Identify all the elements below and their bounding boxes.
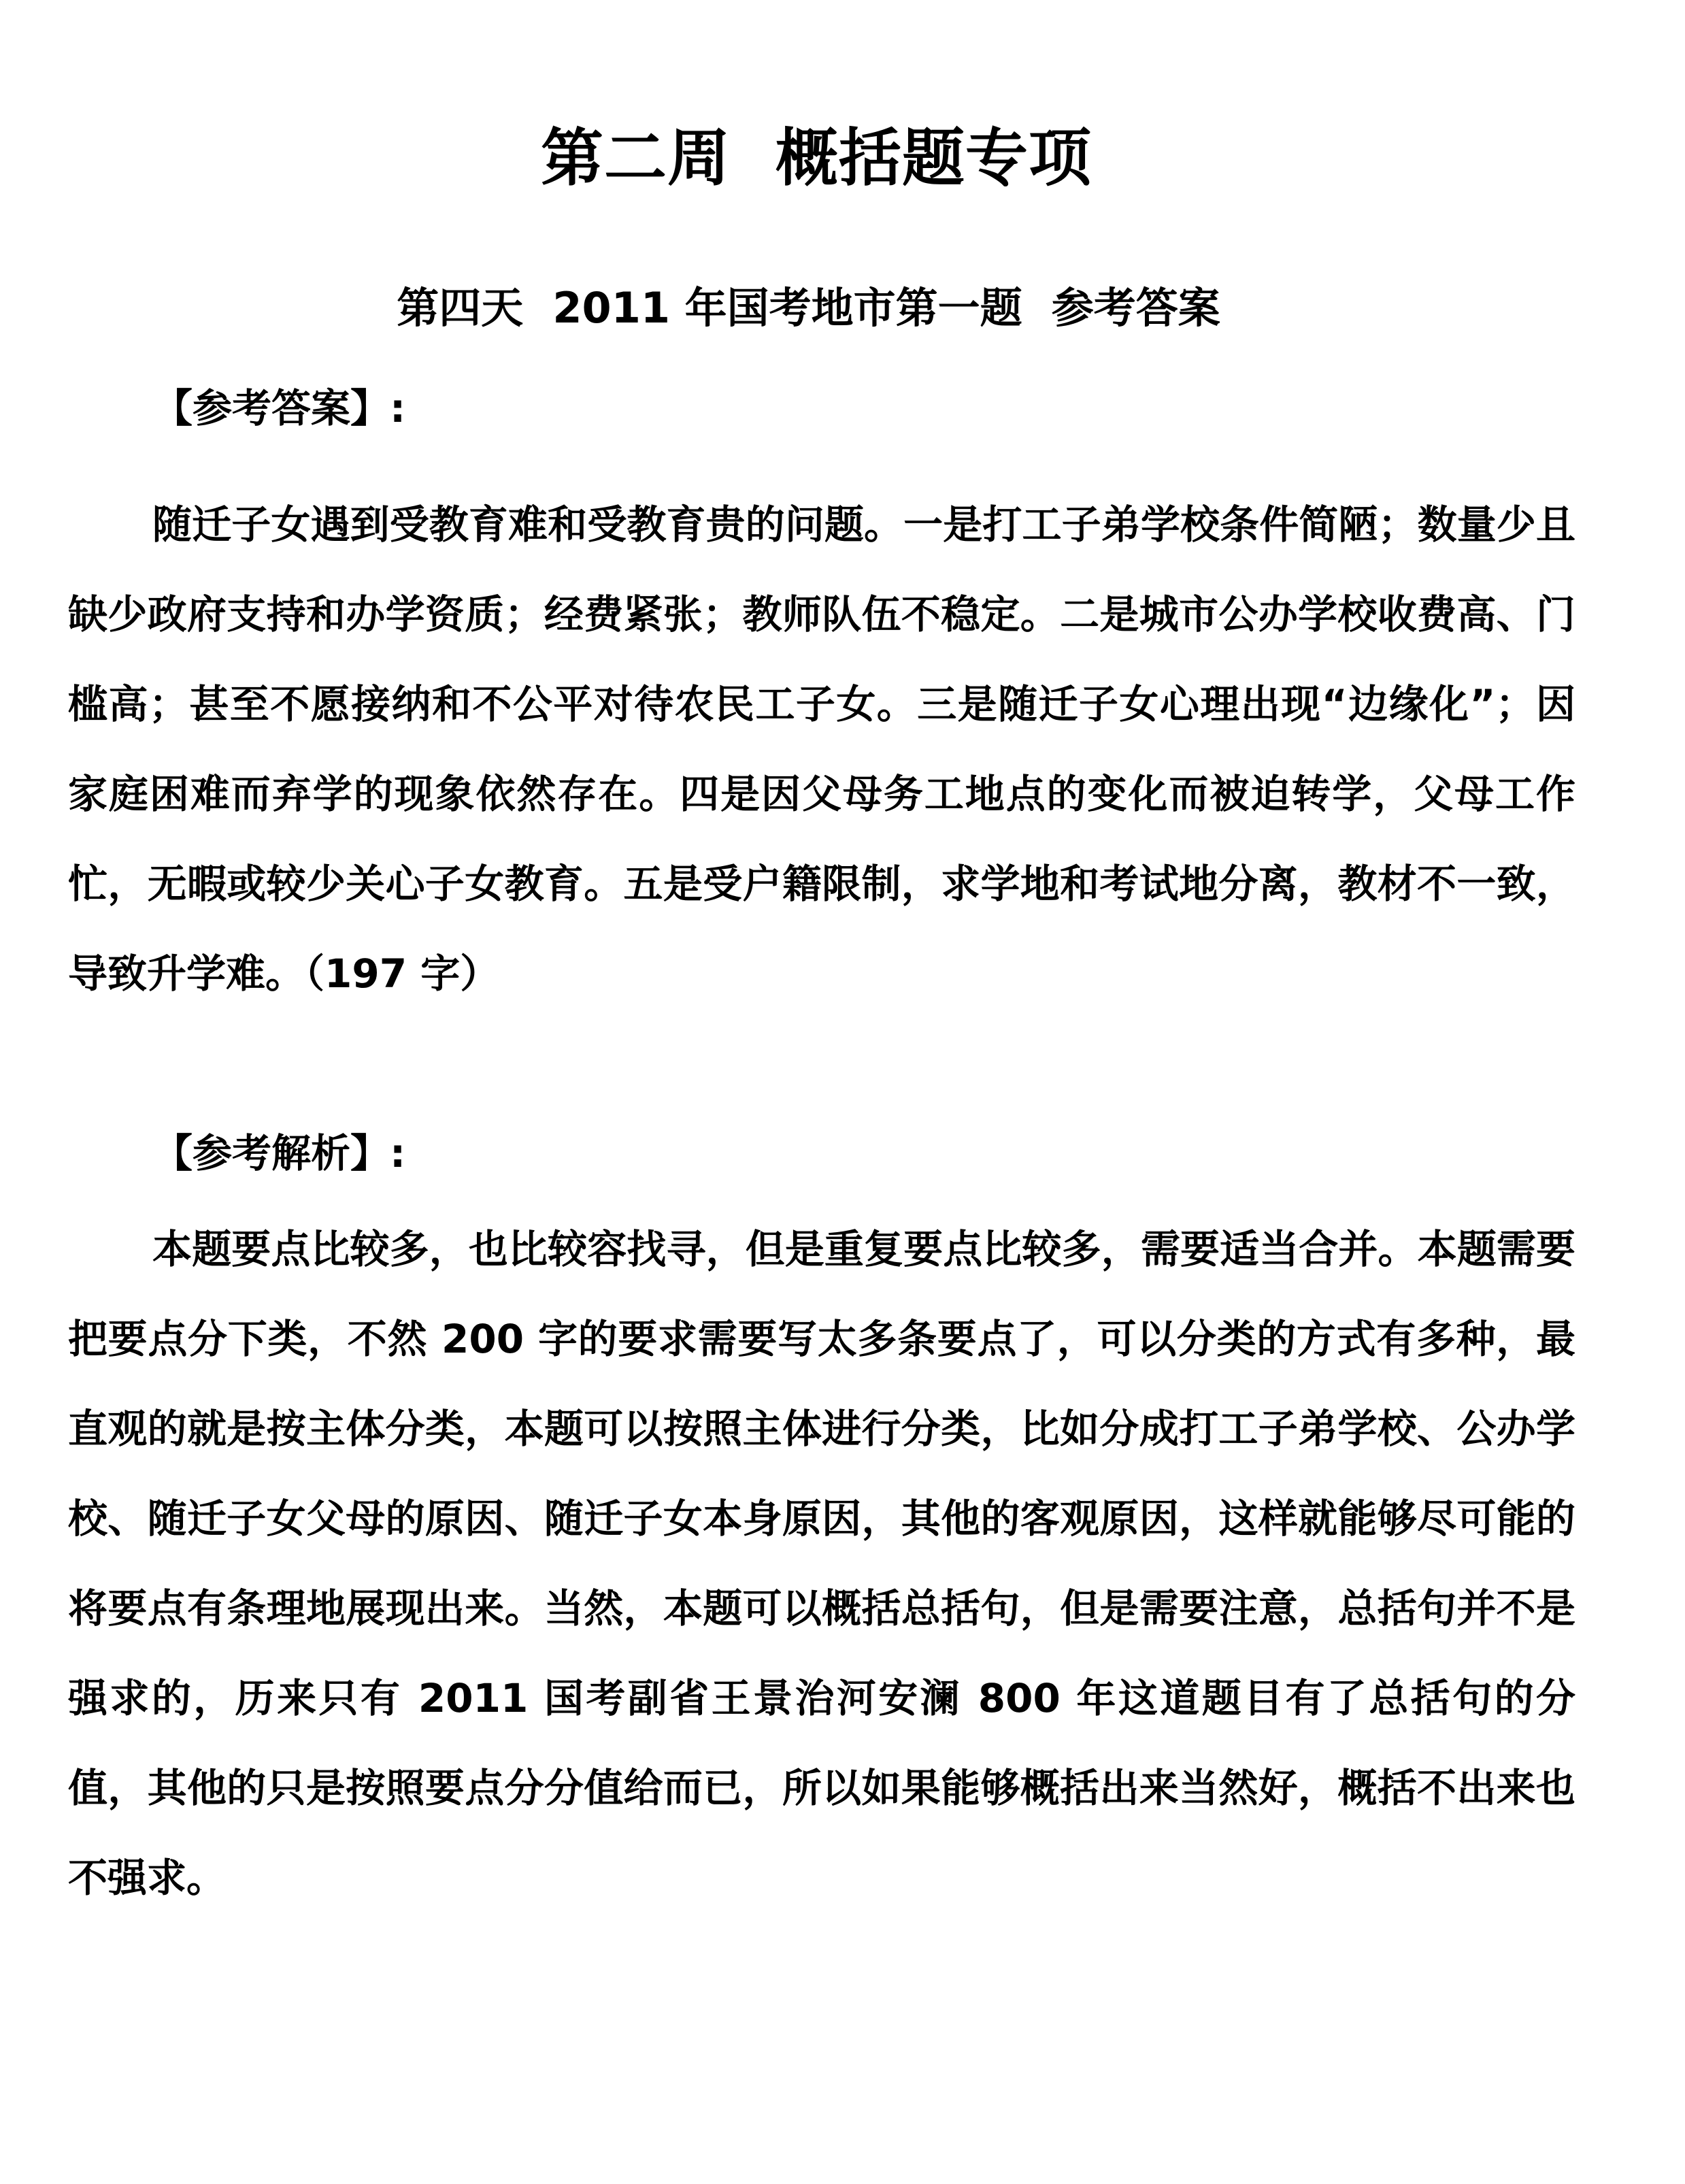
answer-paragraph: 随迁子女遇到受教育难和受教育贵的问题。一是打工子弟学校条件简陋；数量少且缺少政府支持和办学资质；经费紧张；教师队伍不稳定。二是城市公办学校收费高、门槛高；甚至不愿接纳和不公平对待农民工子女。三是随迁子女心理出现“边缘化”；因家庭困难而弃学的现象依然存在。四是因父母务工地点的变化而被迫转学，父母工作忙，无暇或较少关心子女教育。五是受户籍限制，求学地和考试地分离，教材不一致，导致升学难。（197 字） bbox=[68, 501, 1575, 997]
page-subtitle: 第四天 2011 年国考地市第一题 参考答案 bbox=[397, 283, 1220, 333]
analysis-paragraph: 本题要点比较多，也比较容找寻，但是重复要点比较多，需要适当合并。本题需要把要点分下类，不然 200 字的要求需要写太多条要点了，可以分类的方式有多种，最直观的就是按主体分类，本题可以按照主体进行分类，比如分成打工子弟学校、公办学校、随迁子女父母的原因、随迁子女本身原因，其他的客观原因，这样就能够尽可能的将要点有条理地展现出来。当然，本题可以概括总括句，但是需要注意，总括句并不是强求的，历来只有 2011 国考副省王景治河安澜 800 年这道题目有了总括句的分值，其他的只是按照要点分分值给而已，所以如果能够概括出来当然好，概括不出来也不强求。 bbox=[68, 1226, 1575, 1901]
answer-heading: 【参考答案】: bbox=[153, 385, 406, 431]
analysis-heading: 【参考解析】: bbox=[153, 1130, 406, 1176]
page-title: 第二周 概括题专项 bbox=[540, 122, 1092, 195]
